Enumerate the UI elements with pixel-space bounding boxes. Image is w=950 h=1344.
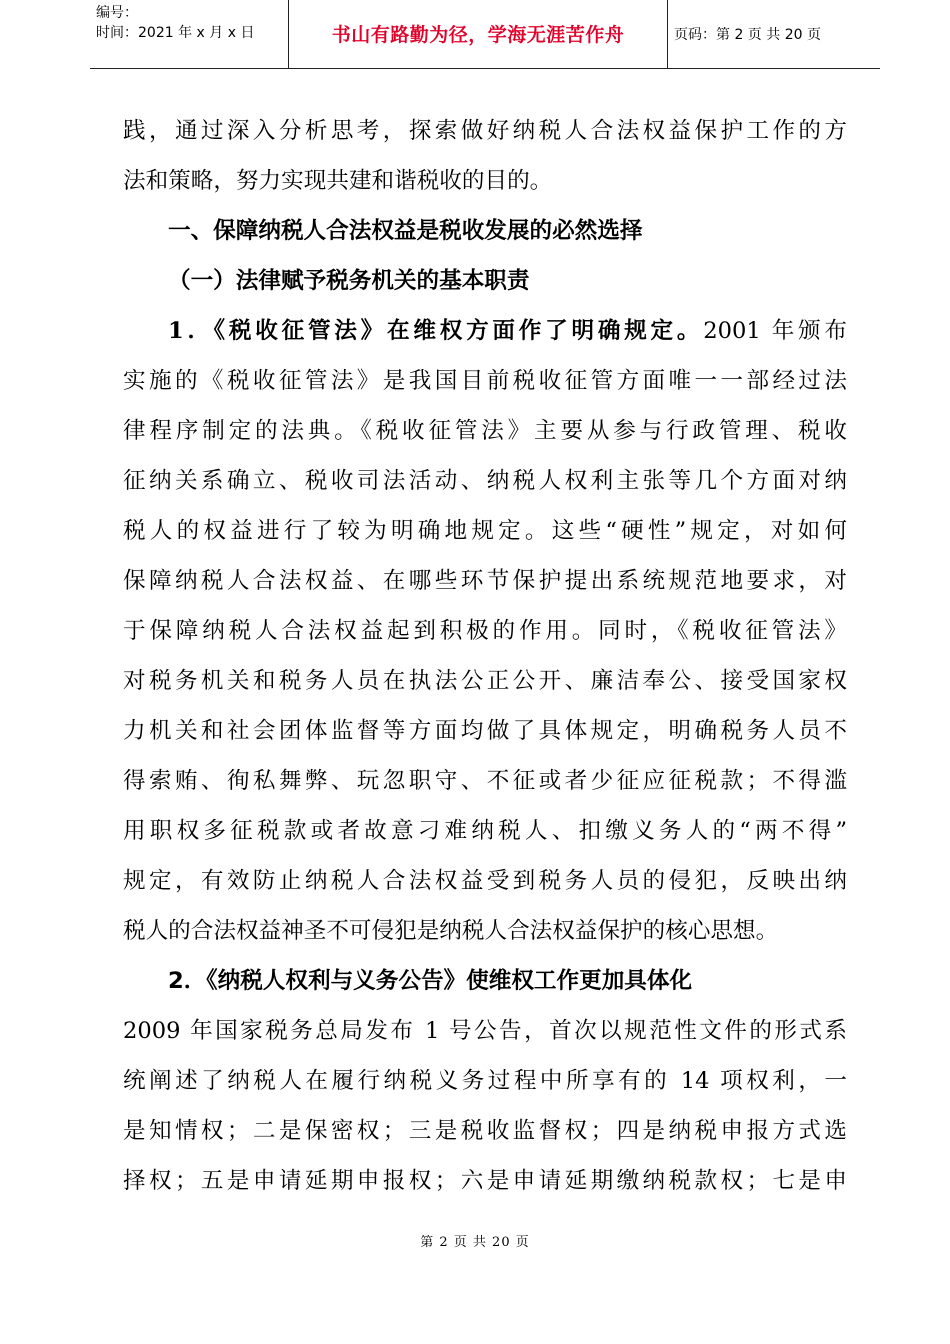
text-line: 践，通过深入分析思考，探索做好纳税人合法权益保护工作的方 [123,118,847,144]
text-line: 对税务机关和税务人员在执法公正公开、廉洁奉公、接受国家权 [123,668,847,694]
header-motto-cell [288,0,668,68]
paragraph-lead-heading: 1．《税收征管法》在维权方面作了明确规定。 [168,318,704,344]
text-line: 力机关和社会团体监督等方面均做了具体规定，明确税务人员不 [123,718,847,744]
header-motto: 书山有路勤为径，学海无涯苦作舟 [331,24,625,46]
text-line: 法和策略，努力实现共建和谐税收的目的。 [123,168,553,194]
text-line: 税人的合法权益神圣不可侵犯是纳税人合法权益保护的核心思想。 [123,918,779,944]
paragraph-lead-heading: 2．《纳税人权利与义务公告》使维权工作更加具体化 [168,968,693,994]
text-line: 征纳关系确立、税收司法活动、纳税人权利主张等几个方面对纳 [123,468,847,494]
paragraph-lead-text: 2001 年颁布 [703,318,847,344]
paragraph-first-line [123,306,847,356]
text-line: 用职权多征税款或者故意刁难纳税人、扣缴义务人的“两不得” [123,818,847,844]
subsection-heading: （一）法律赋予税务机关的基本职责 [168,268,530,294]
text-line: 统阐述了纳税人在履行纳税义务过程中所享有的 14 项权利，一 [123,1068,847,1094]
text-line: 2009 年国家税务总局发布 1 号公告，首次以规范性文件的形式系 [123,1018,847,1044]
page-header [90,0,880,69]
document-code-label: 编号： [96,5,138,21]
section-heading: 一、保障纳税人合法权益是税收发展的必然选择 [168,218,643,244]
text-line: 得索贿、徇私舞弊、玩忽职守、不征或者少征应征税款；不得滥 [123,768,847,794]
text-line: 规定，有效防止纳税人合法权益受到税务人员的侵犯，反映出纳 [123,868,847,894]
text-line: 择权；五是申请延期申报权；六是申请延期缴纳税款权；七是申 [123,1168,847,1194]
header-page-number: 页码：第 2 页 共 20 页 [674,27,821,43]
header-meta [90,0,288,68]
text-line: 是知情权；二是保密权；三是税收监督权；四是纳税申报方式选 [123,1118,847,1144]
text-line: 保障纳税人合法权益、在哪些环节保护提出系统规范地要求，对 [123,568,847,594]
document-time-label: 时间：2021 年 x 月 x 日 [96,25,255,41]
text-line: 于保障纳税人合法权益起到积极的作用。同时，《税收征管法》 [123,618,847,644]
text-line: 律程序制定的法典。《税收征管法》主要从参与行政管理、税收 [123,418,847,444]
page-footer: 第 2 页 共 20 页 [420,1235,530,1250]
document-body [123,106,847,1206]
text-line: 税人的权益进行了较为明确地规定。这些“硬性”规定，对如何 [123,518,847,544]
text-line: 实施的《税收征管法》是我国目前税收征管方面唯一一部经过法 [123,368,847,394]
